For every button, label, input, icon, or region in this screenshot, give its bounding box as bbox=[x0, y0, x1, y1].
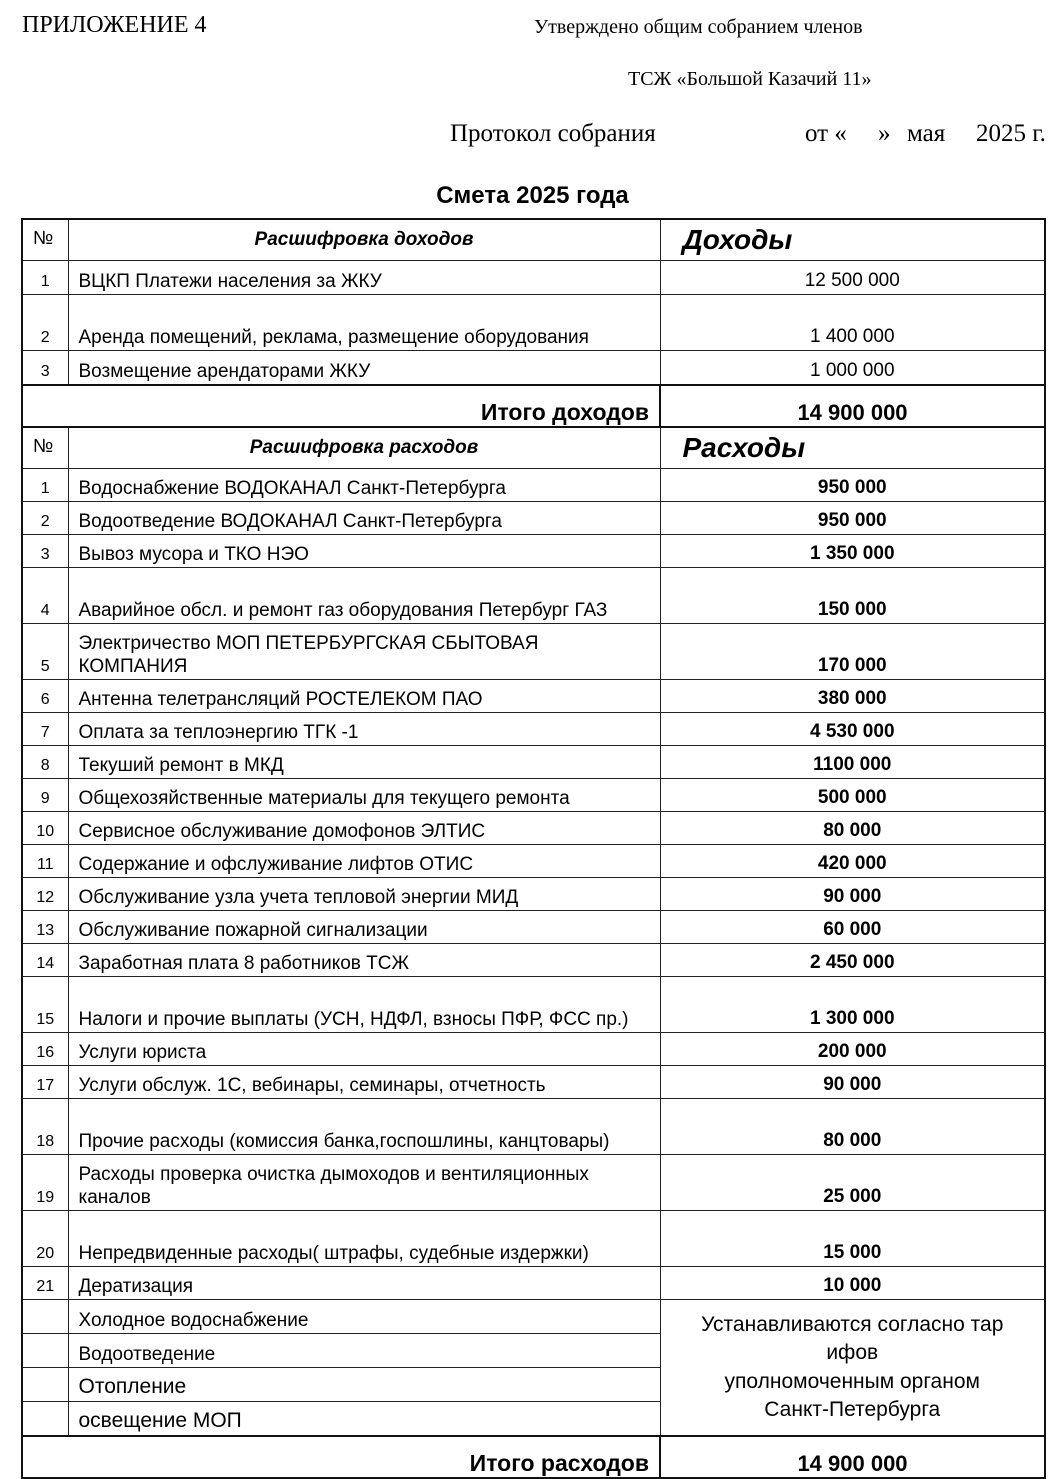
tariff-note-line: Устанавливаются согласно тар bbox=[701, 1312, 1004, 1336]
row-number: 8 bbox=[22, 746, 68, 779]
table-row bbox=[22, 502, 1045, 535]
row-number-empty bbox=[22, 1334, 68, 1368]
expenses-desc-header: Расшифровка расходов bbox=[68, 427, 660, 469]
expenses-num-header: № bbox=[22, 427, 68, 469]
table-row bbox=[22, 624, 1045, 680]
table-row bbox=[22, 1155, 1045, 1211]
row-description: Электричество МОП ПЕТЕРБУРГСКАЯ СБЫТОВАЯ КОМПАНИЯ bbox=[68, 624, 660, 680]
row-description: Водоснабжение ВОДОКАНАЛ Санкт-Петербурга bbox=[68, 469, 660, 502]
table-row bbox=[22, 1211, 1045, 1267]
row-number-empty bbox=[22, 1300, 68, 1334]
row-description: Возмещение арендаторами ЖКУ bbox=[68, 351, 660, 386]
tariff-note-line: уполномоченным органом bbox=[724, 1369, 980, 1393]
row-number: 20 bbox=[22, 1211, 68, 1267]
row-description: Общехозяйственные материалы для текущего ремонта bbox=[68, 779, 660, 812]
protocol-date-from: от « bbox=[805, 120, 847, 147]
protocol-label: Протокол собрания bbox=[450, 120, 656, 147]
row-number: 7 bbox=[22, 713, 68, 746]
budget-table bbox=[21, 218, 1046, 1479]
row-amount: 1 000 000 bbox=[660, 351, 1045, 386]
appendix-label: ПРИЛОЖЕНИЕ 4 bbox=[22, 12, 207, 38]
row-description: ВЦКП Платежи населения за ЖКУ bbox=[68, 261, 660, 295]
row-amount: 170 000 bbox=[660, 624, 1045, 680]
protocol-date-close-quote: » bbox=[878, 120, 891, 147]
table-row bbox=[22, 1033, 1045, 1066]
row-number: 1 bbox=[22, 469, 68, 502]
row-number: 4 bbox=[22, 568, 68, 624]
tariff-row bbox=[22, 1300, 1045, 1334]
row-amount: 150 000 bbox=[660, 568, 1045, 624]
row-amount: 1100 000 bbox=[660, 746, 1045, 779]
table-row bbox=[22, 295, 1045, 351]
row-amount: 500 000 bbox=[660, 779, 1045, 812]
table-row bbox=[22, 845, 1045, 878]
row-amount: 950 000 bbox=[660, 502, 1045, 535]
row-amount: 4 530 000 bbox=[660, 713, 1045, 746]
income-total-label: Итого доходов bbox=[22, 385, 660, 427]
row-description: Заработная плата 8 работников ТСЖ bbox=[68, 944, 660, 977]
hoa-name: ТСЖ «Большой Казачий 11» bbox=[628, 68, 872, 90]
row-number: 1 bbox=[22, 261, 68, 295]
row-amount: 15 000 bbox=[660, 1211, 1045, 1267]
row-amount: 1 400 000 bbox=[660, 295, 1045, 351]
row-description: Текуший ремонт в МКД bbox=[68, 746, 660, 779]
income-total-value: 14 900 000 bbox=[660, 385, 1045, 427]
protocol-line bbox=[0, 120, 1051, 150]
row-description: Прочие расходы (комиссия банка,госпошлины, канцтовары) bbox=[68, 1099, 660, 1155]
table-row bbox=[22, 812, 1045, 845]
table-row bbox=[22, 469, 1045, 502]
tariff-item: освещение МОП bbox=[68, 1402, 660, 1437]
row-number: 5 bbox=[22, 624, 68, 680]
row-description: Содержание и офслуживание лифтов ОТИС bbox=[68, 845, 660, 878]
table-row bbox=[22, 878, 1045, 911]
row-description: Аварийное обсл. и ремонт газ оборудования Петербург ГАЗ bbox=[68, 568, 660, 624]
row-description: Расходы проверка очистка дымоходов и вентиляционных каналов bbox=[68, 1155, 660, 1211]
row-description: Непредвиденные расходы( штрафы, судебные издержки) bbox=[68, 1211, 660, 1267]
row-amount: 12 500 000 bbox=[660, 261, 1045, 295]
protocol-date-month: мая bbox=[907, 120, 946, 147]
income-desc-header: Расшифровка доходов bbox=[68, 219, 660, 261]
tariff-item: Холодное водоснабжение bbox=[68, 1300, 660, 1334]
expenses-total-value: 14 900 000 bbox=[660, 1436, 1045, 1478]
tariff-note-line: ифов bbox=[826, 1341, 879, 1365]
approval-statement: Утверждено общим собранием членов bbox=[534, 16, 863, 38]
row-amount: 90 000 bbox=[660, 878, 1045, 911]
table-row bbox=[22, 977, 1045, 1033]
row-number: 10 bbox=[22, 812, 68, 845]
expenses-total-label: Итого расходов bbox=[22, 1436, 660, 1478]
document-title: Смета 2025 года bbox=[436, 182, 629, 209]
row-number-empty bbox=[22, 1402, 68, 1437]
row-number: 17 bbox=[22, 1066, 68, 1099]
row-amount: 950 000 bbox=[660, 469, 1045, 502]
row-number-empty bbox=[22, 1368, 68, 1402]
row-number: 6 bbox=[22, 680, 68, 713]
row-amount: 25 000 bbox=[660, 1155, 1045, 1211]
row-description: Услуги юриста bbox=[68, 1033, 660, 1066]
row-amount: 420 000 bbox=[660, 845, 1045, 878]
table-row bbox=[22, 261, 1045, 295]
tariff-item: Водоотведение bbox=[68, 1334, 660, 1368]
row-number: 3 bbox=[22, 351, 68, 386]
row-number: 3 bbox=[22, 535, 68, 568]
table-row bbox=[22, 1099, 1045, 1155]
income-total-row bbox=[22, 385, 1045, 427]
income-num-header: № bbox=[22, 219, 68, 261]
row-amount: 380 000 bbox=[660, 680, 1045, 713]
row-number: 12 bbox=[22, 878, 68, 911]
row-number: 21 bbox=[22, 1267, 68, 1300]
expenses-header-row bbox=[22, 427, 1045, 469]
row-description: Аренда помещений, реклама, размещение оборудования bbox=[68, 295, 660, 351]
table-row bbox=[22, 779, 1045, 812]
tariff-item: Отопление bbox=[68, 1368, 660, 1402]
row-amount: 10 000 bbox=[660, 1267, 1045, 1300]
table-row bbox=[22, 713, 1045, 746]
row-number: 18 bbox=[22, 1099, 68, 1155]
expenses-total-row bbox=[22, 1436, 1045, 1478]
table-row bbox=[22, 351, 1045, 386]
row-number: 13 bbox=[22, 911, 68, 944]
row-amount: 90 000 bbox=[660, 1066, 1045, 1099]
tariff-note-line: Санкт-Петербурга bbox=[764, 1397, 941, 1421]
row-number: 11 bbox=[22, 845, 68, 878]
table-row bbox=[22, 568, 1045, 624]
table-row bbox=[22, 944, 1045, 977]
row-description: Услуги обслуж. 1С, вебинары, семинары, отчетность bbox=[68, 1066, 660, 1099]
row-description: Оплата за теплоэнергию ТГК -1 bbox=[68, 713, 660, 746]
table-row bbox=[22, 535, 1045, 568]
row-description: Дератизация bbox=[68, 1267, 660, 1300]
row-amount: 2 450 000 bbox=[660, 944, 1045, 977]
row-number: 19 bbox=[22, 1155, 68, 1211]
row-description: Водоотведение ВОДОКАНАЛ Санкт-Петербурга bbox=[68, 502, 660, 535]
protocol-date-year: 2025 г. bbox=[976, 120, 1046, 147]
row-amount: 80 000 bbox=[660, 812, 1045, 845]
row-number: 2 bbox=[22, 502, 68, 535]
row-number: 16 bbox=[22, 1033, 68, 1066]
income-value-header: Доходы bbox=[660, 219, 1045, 261]
row-description: Антенна телетрансляций РОСТЕЛЕКОМ ПАО bbox=[68, 680, 660, 713]
table-row bbox=[22, 1267, 1045, 1300]
table-row bbox=[22, 680, 1045, 713]
row-amount: 1 300 000 bbox=[660, 977, 1045, 1033]
row-amount: 60 000 bbox=[660, 911, 1045, 944]
table-row bbox=[22, 911, 1045, 944]
expenses-value-header: Расходы bbox=[660, 427, 1045, 469]
row-amount: 200 000 bbox=[660, 1033, 1045, 1066]
row-amount: 80 000 bbox=[660, 1099, 1045, 1155]
table-row bbox=[22, 1066, 1045, 1099]
income-header-row bbox=[22, 219, 1045, 261]
row-number: 9 bbox=[22, 779, 68, 812]
row-description: Обслуживание пожарной сигнализации bbox=[68, 911, 660, 944]
row-description: Налоги и прочие выплаты (УСН, НДФЛ, взносы ПФР, ФСС пр.) bbox=[68, 977, 660, 1033]
row-description: Обслуживание узла учета тепловой энергии МИД bbox=[68, 878, 660, 911]
row-number: 15 bbox=[22, 977, 68, 1033]
table-row bbox=[22, 746, 1045, 779]
row-number: 14 bbox=[22, 944, 68, 977]
row-description: Сервисное обслуживание домофонов ЭЛТИС bbox=[68, 812, 660, 845]
row-amount: 1 350 000 bbox=[660, 535, 1045, 568]
tariff-note bbox=[660, 1300, 1045, 1437]
row-number: 2 bbox=[22, 295, 68, 351]
row-description: Вывоз мусора и ТКО НЭО bbox=[68, 535, 660, 568]
